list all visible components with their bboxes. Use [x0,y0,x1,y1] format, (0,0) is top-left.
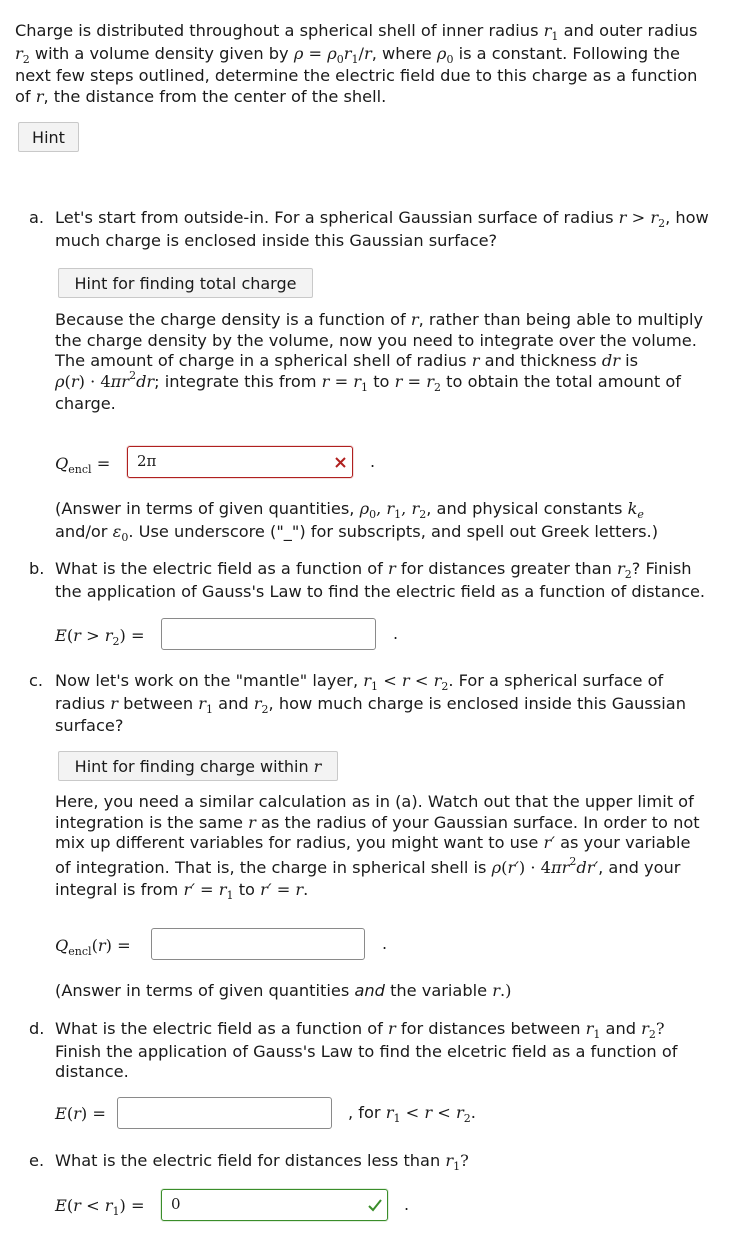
part-a-note: (Answer in terms of given quantities, $\rho_0$, $r_1$, $r_2$, and physical constants $k_e$ and/or $\varepsilon_0$. Use underscore ("_") for subscripts, and spell out Greek letters.) [55,499,659,544]
condition-text: , for [348,1103,381,1122]
question-text: Finish the application of Gauss's Law to find the elcetric field as a function of [55,1041,678,1061]
intro-text: of [15,86,31,106]
e-mantle-label: E(r) = [55,1104,106,1123]
question-text: radius [55,693,106,713]
note-text: , and physical constants [426,499,623,518]
intro-text: and outer radius [563,21,698,40]
intro-text: , where [371,43,432,63]
hint-text: as your variable [560,833,691,852]
period: . [370,452,376,471]
hint-button-label: Hint for finding charge within [74,756,309,776]
hint-text: to [373,371,390,391]
note-text: and/or [55,521,108,541]
question-text: ? Finish [631,559,692,578]
question-text: What is the electric field as a function of [55,559,383,578]
q-encl-r-input[interactable] [151,928,365,960]
question-text: , how [665,208,709,227]
e-inner-input[interactable] [161,1189,388,1221]
hint-text: to [238,880,255,899]
q-encl-r-label: $Q_{encl}(r)$ = [55,936,131,958]
part-d-letter: d. [29,1019,45,1038]
part-a-letter: a. [29,208,45,227]
question-text: What is the electric field for distances less than [55,1151,441,1170]
hint-text: ; integrate this from [154,371,317,391]
hint-button[interactable]: Hint [18,122,79,152]
e-outer-label: $E(r > r_2)$ = [55,626,145,648]
intro-text: next few steps outlined, determine the electric field due to this charge as a function [15,66,698,85]
e-outer-input[interactable] [161,618,376,650]
question-text: and [605,1019,637,1038]
hint-text: and thickness [484,351,597,370]
question-text: and [218,693,249,713]
part-d-question: What is the electric field as a function of r for distances between $r_1$ and $r_2$? Finish the application of Gauss's Law to find the elcetric field as a function of distance. [55,1019,735,1083]
e-inner-label: $E(r < r_1)$ = [55,1196,145,1218]
part-c-note: (Answer in terms of given quantities and the variable r.) [55,981,512,1000]
hint-charge-within-text: Here, you need a similar calculation as in (a). Watch out that the upper limit of integration is the same r as the radius of your Gaussian surface. In order to not mix up different variables for radius, you might want to use r′ as your variable of integration. That is, the charge in spherical shell is $\rho(r') \cdot 4\pi r^2dr'$, and your integral is from $r' = r_1$ to r′ = r. [55,792,735,903]
question-text: . For a spherical surface of [448,671,664,690]
hint-text: to obtain the total amount of [446,371,681,391]
hint-text: as the radius of your Gaussian surface. In order to not [261,812,700,832]
hint-text: Because the charge density is a function of [55,310,406,329]
hint-total-charge-button[interactable]: Hint for finding total charge [58,268,313,298]
question-text: for distances greater than [400,559,612,578]
hint-text: , and your [598,857,681,877]
hint-text: integral is from [55,880,179,899]
period: . [404,1195,410,1214]
hint-total-charge-text: Because the charge density is a function of r, rather than being able to multiply the charge density by the volume, now you need to integrate over the volume. The amount of charge in a spherical shell of radius r and thickness dr is $\rho(r) \cdot 4\pi r^2dr$; integrate this from $r = r_1$ to $r = r_2$ to obtain the total amount of charge. [55,310,735,415]
question-text: What is the electric field as a function of [55,1019,383,1038]
e-inner-value: 0 [171,1195,181,1213]
problem-statement: Charge is distributed throughout a spherical shell of inner radius $r_1$ and outer radius $r_2$ with a volume density given by $\rho = \rho_0r_1/r$, where $\rho_0$ is a constant. Following the next few steps outlined, determine the electric field due to this charge as a function of r, the distance from the center of the shell. [15,21,730,107]
part-c-question: Now let's work on the "mantle" layer, $r_1 < r < r_2$. For a spherical surface of radius r between $r_1$ and $r_2$, how much charge is enclosed inside this Gaussian surface? [55,671,735,737]
q-encl-value: 2π [137,452,157,470]
correct-icon [368,1199,382,1212]
intro-text: , the distance from the center of the shell. [43,86,387,106]
note-text: (Answer in terms of given quantities [55,981,350,1000]
period: . [393,624,399,643]
note-text: and [354,981,385,1000]
intro-text: is a constant. Following the [458,43,680,63]
question-text: distance. [55,1062,129,1081]
part-e-question: What is the electric field for distances less than $r_1$? [55,1151,469,1173]
hint-text: is [625,351,639,370]
part-b-question: What is the electric field as a function of r for distances greater than $r_2$? Finish the application of Gauss's Law to find the electric field as a function of distance. [55,559,735,602]
hint-text: the charge density by the volume, now you need to integrate over the volume. [55,330,697,350]
hint-text: mix up different variables for radius, you might want to use [55,833,539,852]
question-text: Let's start from outside-in. For a spherical Gaussian surface of radius [55,208,614,227]
note-text: (Answer in terms of given quantities, [55,499,355,518]
q-encl-label: $Q_{encl}$ = [55,454,111,476]
q-encl-input[interactable] [127,446,353,478]
hint-text: integration is the same [55,812,243,832]
hint-text: of integration. That is, the charge in spherical shell is [55,857,487,877]
hint-text: charge. [55,394,116,413]
e-mantle-input[interactable] [117,1097,332,1129]
part-c-letter: c. [29,671,44,690]
part-a-question: Let's start from outside-in. For a spherical Gaussian surface of radius $r > r_2$, how much charge is enclosed inside this Gaussian surface? [55,208,735,251]
note-text: . Use underscore ("_") for subscripts, and spell out Greek letters.) [128,521,659,541]
note-text: the variable [390,981,488,1000]
part-b-letter: b. [29,559,45,578]
hint-text: The amount of charge in a spherical shell of radius [55,351,467,370]
incorrect-icon [335,457,346,468]
hint-charge-within-button[interactable]: Hint for finding charge within r [58,751,338,781]
question-text: , how much charge is enclosed inside this Gaussian [268,693,686,713]
question-text: the application of Gauss's Law to find the electric field as a function of distance. [55,581,706,601]
part-e-letter: e. [29,1151,45,1170]
question-text: Now let's work on the "mantle" layer, [55,671,359,690]
intro-text: with a volume density given by [34,43,289,63]
hint-text: Here, you need a similar calculation as in (a). Watch out that the upper limit of [55,792,694,811]
question-text: surface? [55,716,124,735]
period: . [382,934,388,953]
intro-text: Charge is distributed throughout a spherical shell of inner radius [15,21,539,40]
hint-text: , rather than being able to multiply [418,310,704,329]
question-text: for distances between [400,1019,581,1038]
e-mantle-condition: , for $r_1 < r < r_2$. [348,1103,476,1125]
question-text: between [123,693,194,713]
question-text: much charge is enclosed inside this Gaussian surface? [55,230,498,250]
